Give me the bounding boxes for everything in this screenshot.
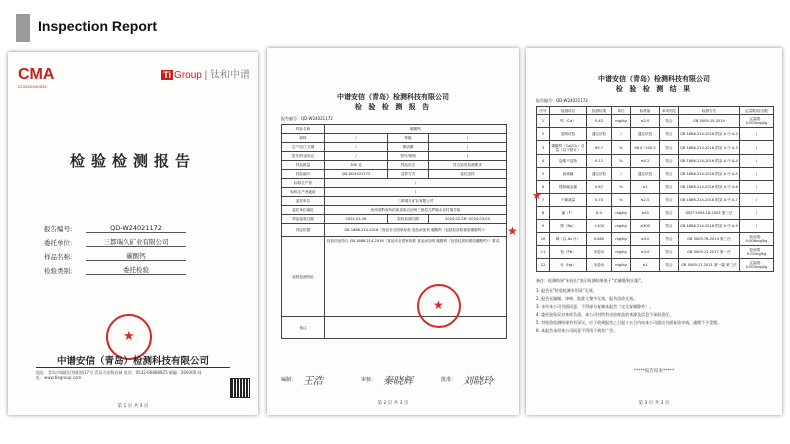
table-row: 6 镁和碱金属 0.87 % ≤1 符合 GB 1886.214-2016 附录 A 中 A.6 / xyxy=(537,181,774,194)
end-of-report: *****报告结束***** xyxy=(633,369,675,374)
table-row: 11 铅（Pb） 未检出 mg/kg ≤3.0 符合 GB 5009.12-2017 第一法 检出限：0.02mg/kg xyxy=(537,246,774,259)
page3-title: 检 验 检 测 结 果 xyxy=(615,84,693,93)
tigroup-logo: Ti Group | 钛和中谱 xyxy=(163,70,250,81)
table-row: 生产/加工日期 / 保质期 / xyxy=(282,143,507,152)
table-row: 样品数量 300 克 样品状态 符合检验检测要求 xyxy=(282,161,507,170)
statement-item: 6. 本报告未经本公司同意不得用于商业广告。 xyxy=(536,328,618,333)
report-title: 检验检测报告 xyxy=(69,152,196,170)
divider xyxy=(36,367,230,368)
table-row: 8 氟（F） 8.4 mg/kg ≤50 符合 GB/T 5009.18-2003 第三法 / xyxy=(537,207,774,220)
statement-item: 5. 对检验检测结果若有异议，应于收到报告之日起十五日内向本公司提出书面复检申请，逾期不予受理。 xyxy=(536,320,722,325)
table-row: 标称生产者地址 / xyxy=(282,188,507,197)
statement-item: 4. 委托检验仅对来样负责，本公司对所有送检样品的来源及信息不承担责任。 xyxy=(536,312,674,317)
section-title: Inspection Report xyxy=(38,18,158,34)
approver-signature: 刘晓玲 xyxy=(463,376,493,387)
table-row: 4 盐酸不溶物 0.12 % ≤0.2 符合 GB 1886.214-2016 附录 A 中 A.4 / xyxy=(537,155,774,168)
reviewer-signature: 秦晓辉 xyxy=(383,376,413,387)
table-row: 1 钙（Ca） 0.42 mg/kg ≤2.0 符合 GB 5009.15-2014 定量限：0.003mg/kg xyxy=(537,115,774,128)
qr-code xyxy=(230,378,250,398)
statement-item: 1. 报告无"检验检测专用章"无效。 xyxy=(536,288,597,293)
edge-seal-star-icon: ★ xyxy=(532,189,542,202)
table-row: 样品名称 碳酸钙 xyxy=(282,125,507,134)
field-inspection-type: 检验类别: 委托检验 xyxy=(44,261,186,275)
page2-title: 检 验 检 测 报 告 xyxy=(354,102,432,111)
editor-label: 编制： xyxy=(281,377,297,383)
statement-item: 2. 报告无编制、审核、批准人签字无效，报告涂改无效。 xyxy=(536,296,638,301)
field-client: 委托单位: 三都瑞久矿业有限公司 xyxy=(44,233,186,247)
table-row: 12 汞（Hg） 未检出 mg/kg ≤1 符合 GB 5009.17-2021 第一篇 第三法 定量限：0.003mg/kg xyxy=(537,259,774,272)
table-row: 颜料 / 等级 / xyxy=(282,134,507,143)
table-row: 5 游离碱 通过试验 / 通过试验 符合 GB 1886.214-2016 附录 A 中 A.5 / xyxy=(537,168,774,181)
table-row-conclusion: 检验检测结论 检验结论符合 GB 1886.214-2016《食品安全国家标准 食品添加剂 碳酸钙（包括轻质和重质碳酸钙）》要求。 xyxy=(282,237,507,317)
report-results-page[interactable] xyxy=(526,48,782,415)
official-seal xyxy=(417,284,461,328)
issuing-company: 中谱安信（青岛）检测科技有限公司 xyxy=(56,356,209,367)
report-cover-page[interactable] xyxy=(8,52,258,415)
reviewer-label: 审核： xyxy=(361,377,377,383)
statement-item: 3. 未经本公司书面同意，不得部分复制本报告（完全复制除外）。 xyxy=(536,304,654,309)
header-accent-bar xyxy=(16,14,30,42)
editor-signature: 王浩 xyxy=(303,376,323,387)
summary-table xyxy=(281,124,507,339)
table-row: 样品编号 QD-W24021172 送样方式 委托送样 xyxy=(282,170,507,179)
page3-report-no: 报告编号：QD-W24021172 xyxy=(536,98,588,103)
page3-company: 中谱安信（青岛）检测科技有限公司 xyxy=(598,74,710,83)
page-number: 第 1 页 共 3 页 xyxy=(117,404,149,409)
field-report-no: 报告编号: QD-W24021172 xyxy=(44,219,186,233)
table-row: 9 钡（Ba） <100 mg/kg ≤300 符合 GB 1886.214-2016 附录 A 中 A.9 / xyxy=(537,220,774,233)
seal-star-icon: ★ xyxy=(123,329,135,344)
results-note: 备注：检测结果"未检出"表示检测结果低于"定量限/检出限"。 xyxy=(536,278,645,283)
results-table xyxy=(536,106,774,272)
table-row: 备注 xyxy=(282,317,507,339)
table-header-row: 序号 检测项目 检测结果 单位 标准值 单项判定 检测方法 定量限/检出限 xyxy=(537,107,774,115)
section-header xyxy=(16,14,316,42)
page-number: 第 2 页 共 3 页 xyxy=(377,401,409,406)
table-row: 样品接收日期 2024-02-26 检验检测日期 2024-02-26~2024-03-05 xyxy=(282,215,507,224)
table-row: 委托单位 三都瑞久矿业有限公司 xyxy=(282,197,507,206)
table-row: 3 碳酸钙（CaCO₃）含量（以干基计） 99.7 % 98.0~100.5 符合 GB 1886.214-2016 附录 A 中 A.3 / xyxy=(537,141,774,155)
table-row: 标称生产者 / xyxy=(282,179,507,188)
table-row: 批号/样品标记 / 型号/规格 / xyxy=(282,152,507,161)
page2-company: 中谱安信（青岛）检测科技有限公司 xyxy=(337,92,449,101)
cma-logo: CMA 221520340532 xyxy=(18,66,55,89)
field-sample-name: 样品名称: 碳酸钙 xyxy=(44,247,186,261)
report-info-fields xyxy=(44,219,186,275)
report-summary-page[interactable] xyxy=(267,48,519,415)
table-row: 10 砷（以 As 计） 0.680 mg/kg ≤3.0 符合 GB 5009.76-2014 第三法 检出限：0.006mg/kg xyxy=(537,233,774,246)
approver-label: 批准： xyxy=(441,377,457,383)
signature-row xyxy=(281,372,507,386)
table-row: 判定依据 GB 1886.214-2016《食品安全国家标准 食品添加剂 碳酸钙（包括轻质和重质碳酸钙）》 xyxy=(282,224,507,237)
cma-code: 221520340532 xyxy=(18,84,48,89)
table-row: 7 干燥减量 0.70 % ≤2.0 符合 GB 1886.214-2016 附录 A 中 A.7 / xyxy=(537,194,774,207)
table-row: 委托单位地址 贵州省黔南布依族苗族自治州三都县九阡镇水各村瑞学组 xyxy=(282,206,507,215)
company-address: 地址：青岛市城阳区锦阳路17号 青岛天安数码城 电话：0532-66868825 邮编：266000 网址：www.tiegroup.com xyxy=(36,370,202,380)
edge-seal-star-icon: ★ xyxy=(507,224,518,238)
page2-report-no: 报告编号：QD-W24021172 xyxy=(281,116,333,121)
page-number: 第 3 页 共 3 页 xyxy=(638,401,670,406)
seal-star-icon: ★ xyxy=(433,298,444,312)
statements-list xyxy=(536,288,772,333)
table-row: 2 鉴别试验 通过试验 / 通过试验 符合 GB 1886.214-2016 附录 A 中 A.2 / xyxy=(537,128,774,141)
